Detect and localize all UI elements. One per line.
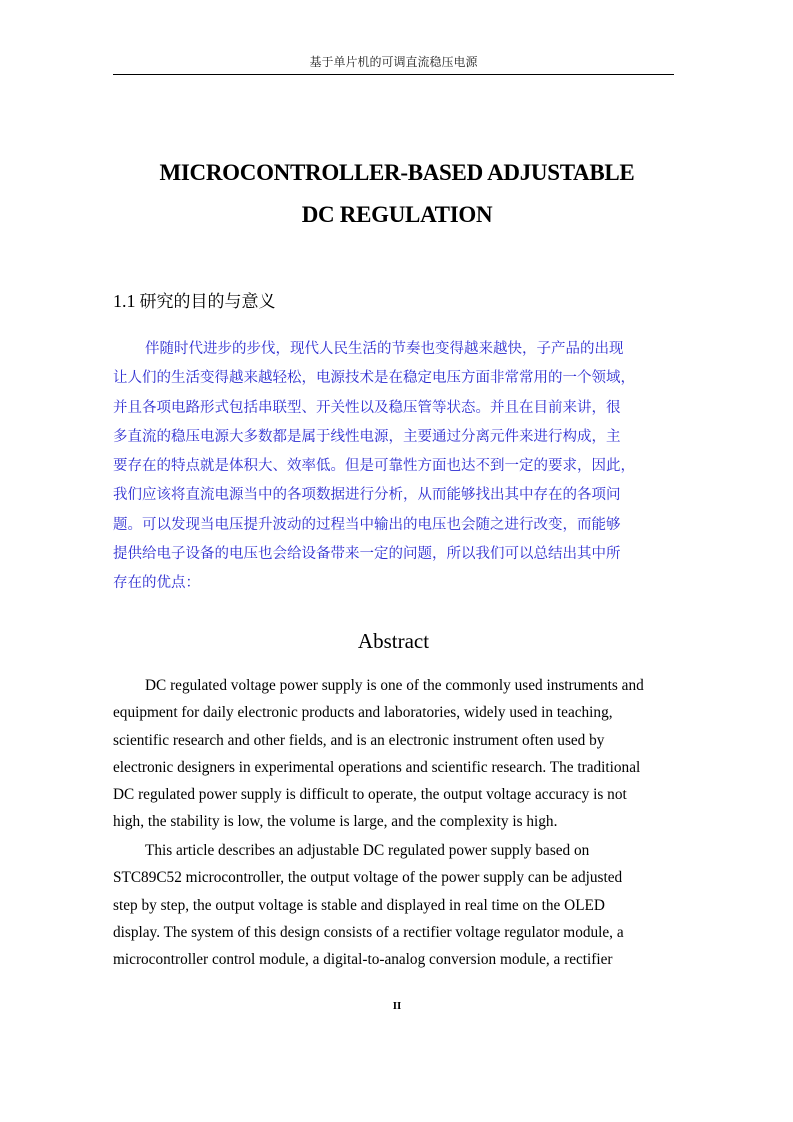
paragraph-line: microcontroller control module, a digital-to-analog conversion module, a rectifier <box>113 951 613 969</box>
chinese-paragraph <box>113 335 674 599</box>
abstract-heading: Abstract <box>357 629 430 653</box>
abstract-paragraph-1 <box>113 672 678 836</box>
paragraph-line: 我们应该将直流电源当中的各项数据进行分析，从而能够找出其中存在的各项问 <box>113 487 621 504</box>
paragraph-line: DC regulated voltage power supply is one of the commonly used instruments and <box>145 677 644 694</box>
document-title <box>113 152 681 236</box>
paragraph-line: 让人们的生活变得越来越轻松，电源技术是在稳定电压方面非常常用的一个领域， <box>113 370 635 387</box>
title-line-2: DC REGULATION <box>301 202 493 227</box>
paragraph-line: equipment for daily electronic products and laboratories, widely used in teaching, <box>113 704 613 722</box>
paragraph-line: 要存在的特点就是体积大、效率低。但是可靠性方面也达不到一定的要求，因此， <box>113 458 635 475</box>
paragraph-line: 多直流的稳压电源大多数都是属于线性电源，主要通过分离元件来进行构成，主 <box>113 428 621 445</box>
paragraph-line: This article describes an adjustable DC regulated power supply based on <box>145 842 590 859</box>
paragraph-line: step by step, the output voltage is stable and displayed in real time on the OLED <box>113 896 605 914</box>
title-line-1: MICROCONTROLLER-BASED ADJUSTABLE <box>159 160 635 185</box>
paragraph-line: scientific research and other fields, and is an electronic instrument often used by <box>113 731 605 749</box>
paragraph-line: DC regulated power supply is difficult to operate, the output voltage accuracy is not <box>113 786 627 804</box>
paragraph-line: STC89C52 microcontroller, the output voltage of the power supply can be adjusted <box>113 869 623 887</box>
paragraph-line: 伴随时代进步的步伐，现代人民生活的节奏也变得越来越快，子产品的出现 <box>145 341 624 357</box>
paragraph-line: high, the stability is low, the volume is large, and the complexity is high. <box>113 813 558 831</box>
section-heading <box>113 287 276 316</box>
paragraph-line: 题。可以发现当电压提升波动的过程当中输出的电压也会随之进行改变，而能够 <box>113 516 621 533</box>
paragraph-line: 提供给电子设备的电压也会给设备带来一定的问题，所以我们可以总结出其中所 <box>113 546 621 563</box>
paragraph-line: 并且各项电路形式包括串联型、开关性以及稳压管等状态。并且在目前来讲，很 <box>113 399 621 416</box>
section-number: 1.1 <box>113 291 136 311</box>
running-title: 基于单片机的可调直流稳压电源 <box>309 55 478 69</box>
page-number: II <box>392 1000 402 1012</box>
paragraph-line: display. The system of this design consists of a rectifier voltage regulator module, a <box>113 923 624 941</box>
page-header <box>113 52 674 75</box>
paragraph-line: 存在的优点： <box>113 575 200 592</box>
paragraph-line: electronic designers in experimental operations and scientific research. The traditional <box>113 758 641 776</box>
abstract-paragraph-2 <box>113 837 678 973</box>
section-heading-text: 研究的目的与意义 <box>139 292 276 312</box>
